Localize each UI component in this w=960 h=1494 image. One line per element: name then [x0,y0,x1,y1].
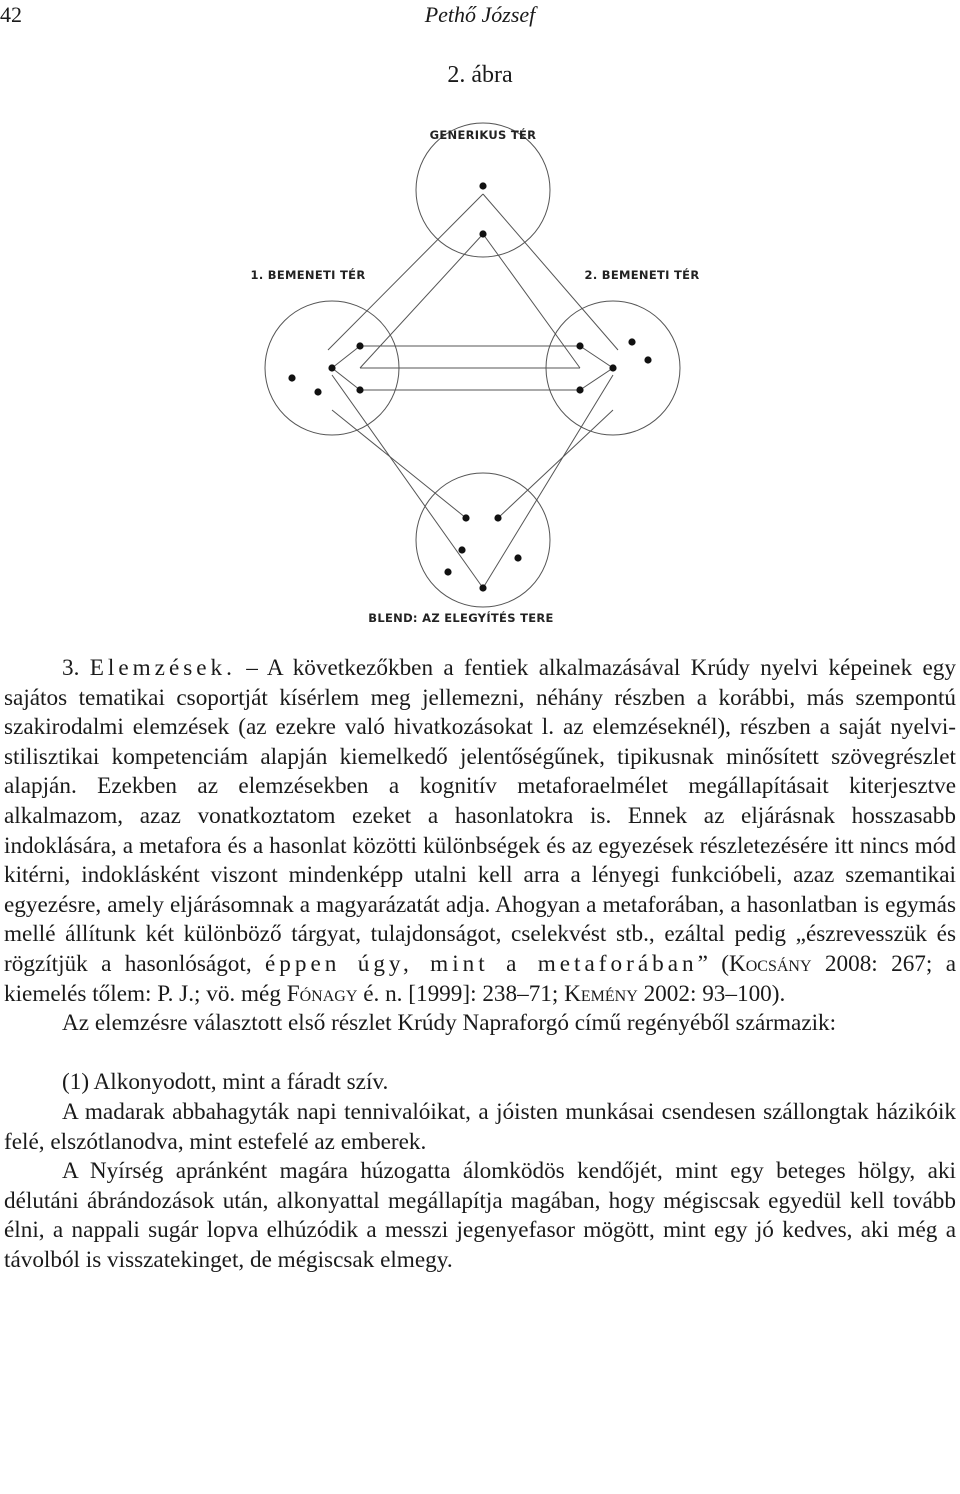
element-dot [314,388,321,395]
element-dot [479,230,486,237]
author-name: Kemény [564,980,638,1007]
page-header [0,0,960,40]
element-dot [458,546,465,553]
paragraph: Az elemzésre választott első részlet Krúdy Napraforgó című regényéből származik: [62,1010,837,1037]
example-paragraph: A Nyírség apránként magára húzogatta álomködös kendőjét, mint egy beteges hölgy, aki délutáni ábrándozások után, alkonyattal megállapítja magában, hogy mégiscsak egyedül kell tovább élni, a nappali sugár lopva elhúzódik a messzi jegenyefasor mögött, mint egy jó kedves, aki még a távolból is visszatekinget, de mégiscsak elmegy. [4,1158,956,1273]
generic-input-connector [328,194,618,350]
element-dot [494,514,501,521]
cross-space-mapping [360,346,580,390]
element-dot [356,342,363,349]
input-blend-connector [332,375,613,588]
element-dot [576,342,583,349]
element-dot [479,584,486,591]
element-dot [479,182,486,189]
section-paragraph: 3. Elemzések. – A következőkben a fentiek alkalmazásával Krúdy nyelvi képeinek egy sajátos tematikai csoportját kísérlem meg jellemezni, néhány részben a korábbi, más szempontú szakirodalmi elemzések (az ezekre való hivatkozásokat l. az elemzéseknél), részben a saját nyelvi-stilisztikai kompetenciám alapján kiemelkedő jelentőségűnek, tipikusnak minősített szövegrészlet alapján. Ezekben az elemzésekben a kognitív metaforaelmélet megállapításait kiterjesztve alkalmazom, azaz vonatkoztatom ezeket a hasonlatokra is. Ennek az eljárásnak hosszasabb indoklására, a metafora és a hasonlat közötti különbségek és az egyezések részletezésére itt nincs mód kitérni, indoklásként viszont mindenképp utalni kell arra a lényegi funkcióbeli, azaz szemantikai egyezésre, amely eljárásomnak a magyarázatát adja. Ahogyan a metaforában, a hasonlatban is egymás mellé állítunk két különböző tárgyat, tulajdonságot, cselekvést stb., ezáltal pedig „észrevesszük és rögzítjük a hasonlóságot, éppen úgy, mint a metaforában” (Kocsány 2008: 267; a kiemelés tőlem: P. J.; vö. még Fónagy é. n. [1999]: 238–71; Kemény 2002: 93–100). [4,655,956,1007]
author-name: Fónagy [286,980,358,1007]
generic-input-connector [360,234,580,368]
emphasized-quote: éppen úgy, mint a metaforában [265,950,698,977]
element-dot [288,374,295,381]
element-dot [644,356,651,363]
blend-space-label: BLEND: AZ ELEGYÍTÉS TERE [368,611,554,625]
input-space-2-label: 2. BEMENETI TÉR [584,268,700,282]
page-number: 42 [0,2,22,27]
input-blend-connector [332,410,613,518]
body-text [4,654,956,1275]
spacer [4,1039,956,1069]
input-space-1-label: 1. BEMENETI TÉR [250,268,366,282]
conceptual-blending-diagram [230,110,730,640]
element-dot [514,554,521,561]
example-paragraph: A madarak abbahagyták napi tennivalóikat, a jóisten munkásai csendesen szállongtak házikóik felé, elszótlanodva, mint estefelé az emberek. [4,1098,956,1155]
element-dot [462,514,469,521]
running-head: Pethő József [424,2,536,27]
element-dot [356,386,363,393]
generic-space-label: GENERIKUS TÉR [429,128,537,142]
section-title: Elemzések. [89,655,236,681]
section-number: 3. [62,655,80,681]
author-name: Kocsány [729,950,812,977]
element-dot [576,386,583,393]
element-dot [328,364,335,371]
element-dot [444,568,451,575]
example-heading: (1) Alkonyodott, mint a fáradt szív. [62,1069,389,1096]
figure-caption: 2. ábra [447,62,513,88]
element-dot [628,338,635,345]
element-dot [609,364,616,371]
